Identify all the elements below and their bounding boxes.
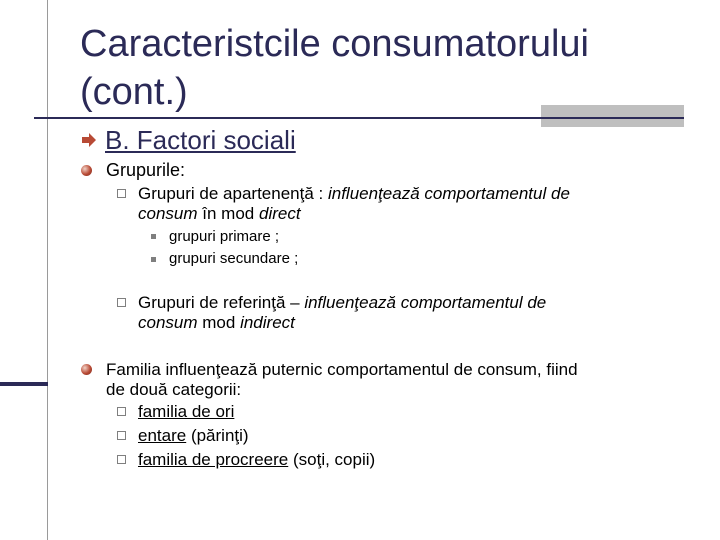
- grupurile-heading: [106, 160, 185, 180]
- apartenenta-line-1: [138, 184, 570, 203]
- familia-item-2: [138, 426, 249, 445]
- referinta-line-2: [138, 313, 295, 332]
- grupurile-colon: :: [180, 160, 186, 180]
- grupurile-label: Grupurile: [106, 160, 181, 180]
- title-underline-rule: [34, 117, 684, 119]
- list-item-grupuri-secundare: grupuri secundare ;: [169, 250, 299, 267]
- familia-line-2: de două categorii:: [106, 380, 242, 399]
- round-bullet-icon: [81, 165, 92, 176]
- familia-item-3-underlined: familia de procreere: [138, 450, 289, 469]
- square-bullet-icon: [117, 189, 126, 198]
- familia-item-2-underlined: entare: [138, 426, 187, 445]
- apartenenta-direct: direct: [258, 204, 301, 223]
- list-item-grupuri-primare: grupuri primare ;: [169, 228, 280, 245]
- small-square-bullet-icon: [151, 257, 156, 262]
- apartenenta-italic: influenţează comportamentul de: [327, 184, 570, 203]
- apartenenta-in-mod: în mod: [202, 204, 255, 223]
- left-vertical-rule: [47, 0, 48, 540]
- apartenenta-line-2: [138, 204, 301, 223]
- apartenenta-consum: consum: [138, 204, 198, 223]
- referinta-label: Grupuri de referinţă –: [138, 293, 300, 312]
- round-bullet-icon: [81, 364, 92, 375]
- familia-item-3: [138, 450, 375, 469]
- apartenenta-label: Grupuri de apartenenţă :: [138, 184, 324, 203]
- square-bullet-icon: [117, 407, 126, 416]
- familia-item-3-rest: (soţi, copii): [292, 450, 376, 469]
- referinta-consum: consum: [138, 313, 198, 332]
- square-bullet-icon: [117, 298, 126, 307]
- left-accent-bar: [0, 382, 48, 386]
- familia-line-1: [106, 360, 578, 379]
- square-bullet-icon: [117, 431, 126, 440]
- referinta-italic: influenţează comportamentul de: [304, 293, 547, 312]
- small-square-bullet-icon: [151, 234, 156, 239]
- section-subheading: B. Factori sociali: [105, 125, 296, 155]
- familia-item-1: [138, 402, 234, 421]
- referinta-mod: mod: [202, 313, 236, 332]
- familia-text-a: influenţează puternic comportamentul de consum, fiind: [165, 360, 578, 379]
- arrow-bullet-icon: [82, 133, 96, 147]
- title-line-2: (cont.): [80, 71, 188, 113]
- familia-item-1-underlined: familia de ori: [138, 402, 235, 421]
- referinta-line-1: [138, 293, 546, 312]
- referinta-indirect: indirect: [240, 313, 295, 332]
- square-bullet-icon: [117, 455, 126, 464]
- title-line-1: Caracteristcile consumatorului: [80, 23, 589, 65]
- familia-label: Familia: [106, 360, 161, 379]
- slide-title: [80, 20, 700, 116]
- familia-item-2-rest: (părinţi): [190, 426, 249, 445]
